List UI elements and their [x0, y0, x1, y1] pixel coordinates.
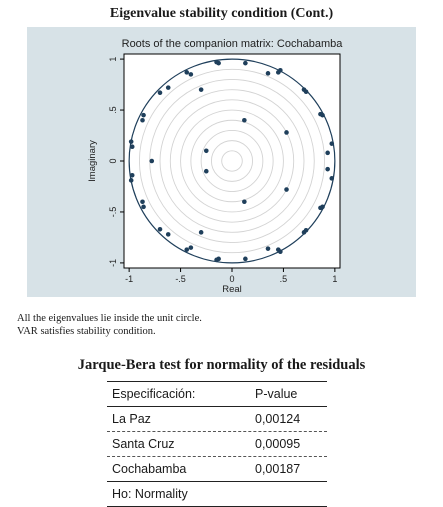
eigenvalue-point	[214, 258, 219, 263]
eigenvalue-point	[184, 70, 189, 75]
stability-note-line-1: All the eigenvalues lie inside the unit circle.	[17, 313, 202, 324]
roots-chart-svg	[27, 27, 416, 297]
eigenvalue-point	[284, 187, 289, 192]
header-specification: Especificación:	[112, 387, 196, 401]
eigenvalue-point	[166, 85, 171, 90]
eigenvalue-point	[304, 228, 309, 233]
header-p-value: P-value	[255, 387, 298, 401]
roots-chart	[27, 27, 416, 297]
eigenvalue-point	[304, 89, 309, 94]
eigenvalue-point	[320, 113, 325, 118]
stability-note-line-2: VAR satisfies stability condition.	[17, 326, 156, 337]
eigenvalue-point	[149, 159, 154, 164]
x-tick-label: -1	[125, 274, 134, 284]
row-p-value: 0,00187	[255, 462, 301, 476]
eigenvalue-point	[204, 169, 209, 174]
x-tick-label: 1	[332, 274, 338, 284]
row-label: Santa Cruz	[112, 437, 175, 451]
eigenvalue-point	[325, 167, 330, 172]
chart-title: Roots of the companion matrix: Cochabamba	[121, 38, 343, 50]
eigenvalue-point	[266, 71, 271, 76]
null-hypothesis-note: Ho: Normality	[112, 487, 188, 501]
table-footer-row	[107, 482, 327, 507]
eigenvalue-point	[284, 130, 289, 135]
y-tick-label: -1	[108, 258, 118, 267]
y-tick-label: -.5	[108, 206, 118, 218]
eigenvalue-point	[184, 247, 189, 252]
section-title-jarque-bera: Jarque-Bera test for normality of the residuals	[77, 357, 366, 373]
y-tick-label: 1	[108, 56, 118, 62]
row-p-value: 0,00095	[255, 437, 301, 451]
eigenvalue-point	[189, 245, 194, 250]
row-p-value: 0,00124	[255, 412, 301, 426]
y-tick-label: 0	[108, 158, 118, 164]
table-row	[107, 407, 327, 432]
section-title-eigenvalue: Eigenvalue stability condition (Cont.)	[109, 6, 334, 21]
y-axis-label: Imaginary	[87, 140, 98, 182]
eigenvalue-point	[243, 257, 248, 262]
x-tick-label: -.5	[175, 274, 186, 284]
eigenvalue-point	[243, 61, 248, 66]
eigenvalue-point	[129, 139, 134, 144]
x-axis-label: Real	[222, 284, 242, 295]
table-row	[107, 432, 327, 457]
eigenvalue-point	[214, 60, 219, 65]
row-label: Cochabamba	[112, 462, 187, 476]
table-header-row	[107, 381, 327, 407]
eigenvalue-point	[189, 72, 194, 77]
eigenvalue-point	[129, 178, 134, 183]
eigenvalue-point	[199, 230, 204, 235]
eigenvalue-point	[204, 149, 209, 154]
eigenvalue-point	[158, 90, 163, 95]
eigenvalue-point	[140, 199, 145, 204]
eigenvalue-point	[320, 205, 325, 210]
eigenvalue-point	[130, 173, 135, 178]
eigenvalue-point	[141, 205, 146, 210]
eigenvalue-point	[130, 144, 135, 149]
eigenvalue-point	[266, 246, 271, 251]
eigenvalue-point	[158, 227, 163, 232]
x-tick-label: .5	[279, 274, 288, 284]
eigenvalue-point	[329, 141, 334, 146]
eigenvalue-point	[329, 176, 334, 181]
eigenvalue-point	[278, 249, 283, 254]
row-label: La Paz	[112, 412, 151, 426]
eigenvalue-point	[199, 87, 204, 92]
eigenvalue-point	[325, 151, 330, 156]
jarque-bera-table	[107, 381, 327, 507]
eigenvalue-point	[242, 199, 247, 204]
eigenvalue-point	[242, 118, 247, 123]
x-tick-label: 0	[229, 274, 235, 284]
eigenvalue-point	[166, 232, 171, 237]
eigenvalue-point	[141, 113, 146, 118]
table-row	[107, 457, 327, 482]
plot-area	[124, 54, 340, 268]
eigenvalue-point	[140, 118, 145, 123]
y-tick-label: .5	[108, 106, 118, 114]
eigenvalue-point	[278, 68, 283, 73]
